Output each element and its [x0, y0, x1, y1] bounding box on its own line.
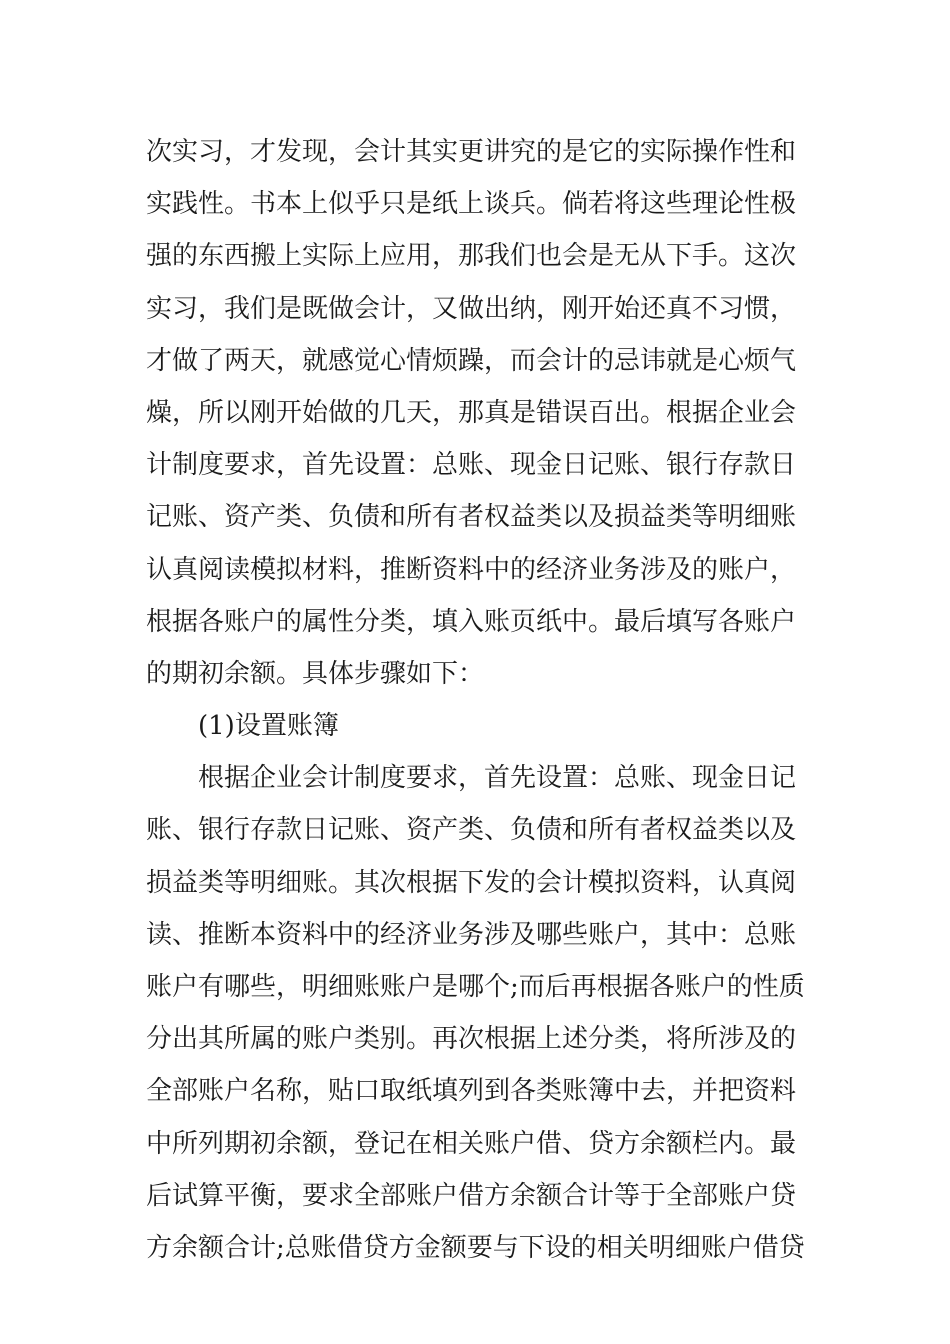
text-line: 根据各账户的属性分类，填入账页纸中。最后填写各账户	[146, 606, 797, 637]
text-line: 读、推断本资料中的经济业务涉及哪些账户，其中：总账	[146, 919, 797, 950]
text-line: 才做了两天，就感觉心情烦躁，而会计的忌讳就是心烦气	[146, 345, 797, 376]
text-line: 账户有哪些，明细账账户是哪个;而后再根据各账户的性质	[146, 972, 805, 1002]
text-line: 的期初余额。具体步骤如下：	[146, 658, 485, 689]
text-line: 全部账户名称，贴口取纸填列到各类账簿中去，并把资料	[146, 1076, 797, 1107]
text-line: 中所列期初余额，登记在相关账户借、贷方余额栏内。最	[146, 1128, 797, 1159]
text-line: 强的东西搬上实际上应用，那我们也会是无从下手。这次	[146, 241, 797, 272]
text-line: 损益类等明细账。其次根据下发的会计模拟资料，认真阅	[146, 867, 797, 898]
text-line: 后试算平衡，要求全部账户借方余额合计等于全部账户贷	[146, 1180, 797, 1211]
text-line: 实践性。书本上似乎只是纸上谈兵。倘若将这些理论性极	[146, 189, 797, 220]
section-heading: (1)设置账簿	[198, 711, 339, 742]
text-line: 计制度要求，首先设置：总账、现金日记账、银行存款日	[146, 450, 797, 481]
text-line: 次实习，才发现，会计其实更讲究的是它的实际操作性和	[146, 137, 797, 167]
text-line: 燥，所以刚开始做的几天，那真是错误百出。根据企业会	[146, 397, 797, 428]
text-line: 账、银行存款日记账、资产类、负债和所有者权益类以及	[146, 815, 797, 846]
text-line: 认真阅读模拟材料，推断资料中的经济业务涉及的账户，	[146, 554, 797, 585]
text-line: 实习，我们是既做会计，又做出纳，刚开始还真不习惯，	[146, 293, 797, 324]
body-text	[146, 126, 811, 1274]
text-line: 记账、资产类、负债和所有者权益类以及损益类等明细账	[146, 502, 797, 533]
paragraph-first-line: 根据企业会计制度要求，首先设置：总账、现金日记	[198, 763, 797, 794]
text-line: 分出其所属的账户类别。再次根据上述分类，将所涉及的	[146, 1024, 797, 1055]
text-line: 方余额合计;总账借贷方金额要与下设的相关明细账户借贷	[146, 1232, 805, 1263]
